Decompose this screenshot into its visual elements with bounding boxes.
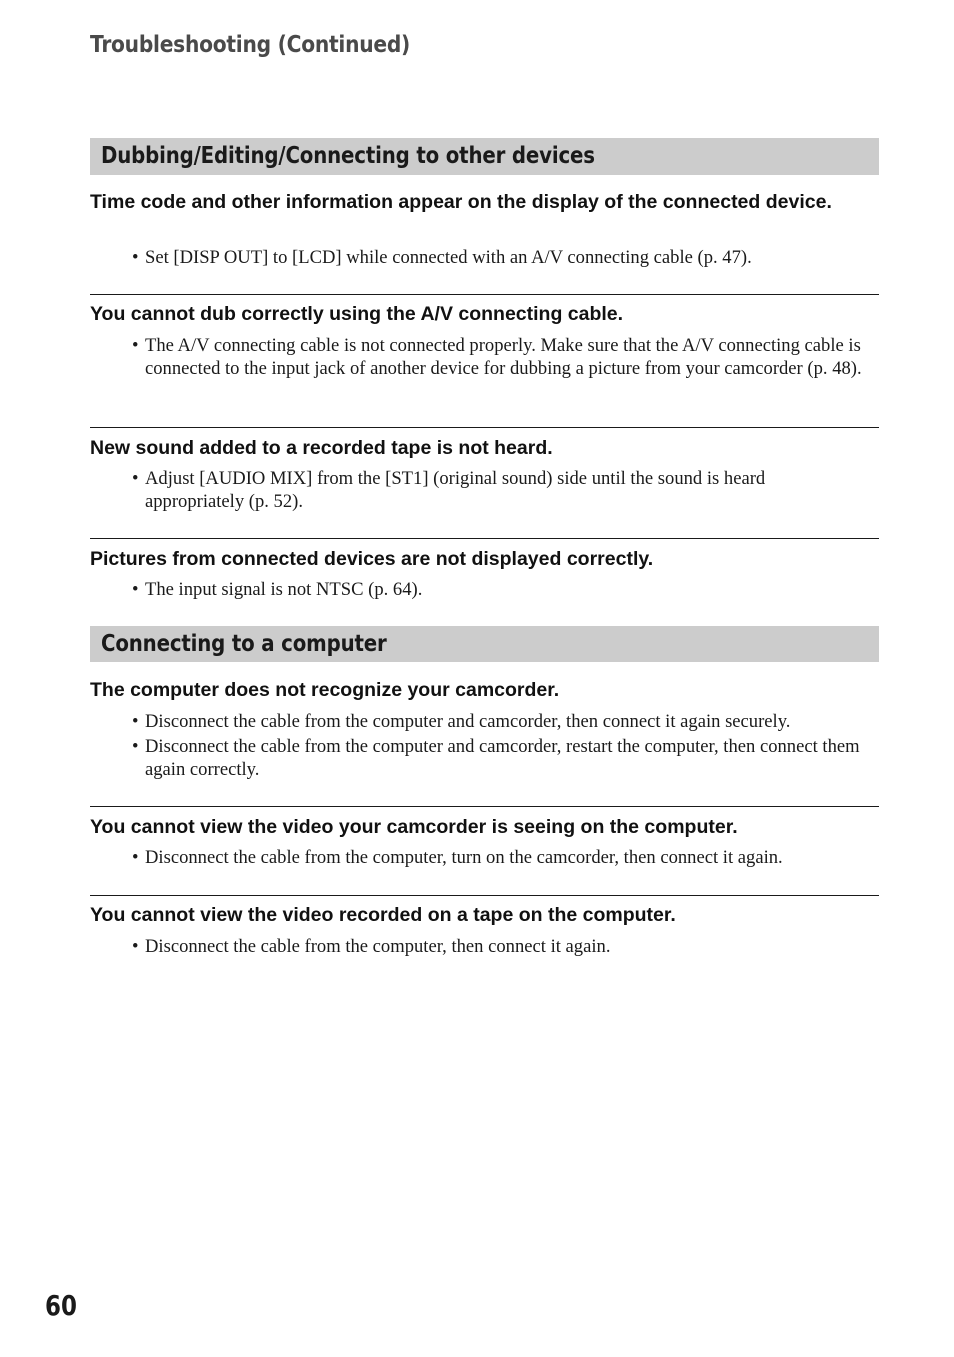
divider — [90, 294, 879, 295]
section-header-dubbing — [90, 138, 879, 175]
answer-text: Set [DISP OUT] to [LCD] while connected with an A/V connecting cable (p. 47). — [145, 247, 752, 268]
question-heading: The computer does not recognize your camcorder. — [90, 679, 560, 701]
question-heading: Pictures from connected devices are not displayed correctly. — [90, 548, 654, 570]
answer-text: Disconnect the cable from the computer, turn on the camcorder, then connect it again. — [145, 847, 783, 868]
answer-item — [132, 578, 867, 601]
answer-item — [132, 735, 867, 781]
answer-item — [132, 846, 867, 869]
answer-item — [132, 467, 867, 513]
answer-text: Disconnect the cable from the computer and camcorder, then connect it again securely. — [145, 711, 791, 732]
section-title: Dubbing/Editing/Connecting to other devices — [101, 143, 595, 169]
divider — [90, 538, 879, 539]
section-title: Connecting to a computer — [101, 631, 387, 657]
question-heading: New sound added to a recorded tape is not heard. — [90, 437, 553, 459]
bullet-glyph: • — [132, 468, 139, 489]
answer-item — [132, 935, 867, 958]
answer-text: Adjust [AUDIO MIX] from the [ST1] (original sound) side until the sound is heard appropriately (p. 52). — [145, 468, 766, 512]
section-header-computer — [90, 626, 879, 662]
answer-text: The A/V connecting cable is not connected properly. Make sure that the A/V connecting cable is connected to the input jack of another device for dubbing a picture from your camcorder (p. 48). — [145, 335, 862, 379]
bullet-glyph: • — [132, 711, 139, 732]
bullet-glyph: • — [132, 579, 139, 600]
question-heading: Time code and other information appear on the display of the connected device. — [90, 191, 832, 213]
answer-text: Disconnect the cable from the computer and camcorder, restart the computer, then connect them again correctly. — [145, 736, 860, 780]
divider — [90, 895, 879, 896]
question-heading: You cannot dub correctly using the A/V connecting cable. — [90, 303, 624, 325]
divider — [90, 427, 879, 428]
question-heading: You cannot view the video your camcorder is seeing on the computer. — [90, 816, 738, 838]
page-number: 60 — [45, 1289, 77, 1322]
running-head: Troubleshooting (Continued) — [90, 32, 411, 58]
answer-item — [132, 334, 867, 380]
bullet-glyph: • — [132, 736, 139, 757]
answer-text: The input signal is not NTSC (p. 64). — [145, 579, 423, 600]
answer-item — [132, 710, 867, 733]
answer-text: Disconnect the cable from the computer, then connect it again. — [145, 936, 611, 957]
bullet-glyph: • — [132, 847, 139, 868]
bullet-glyph: • — [132, 247, 139, 268]
bullet-glyph: • — [132, 936, 139, 957]
question-heading: You cannot view the video recorded on a tape on the computer. — [90, 904, 676, 926]
answer-item — [132, 246, 867, 269]
bullet-glyph: • — [132, 335, 139, 356]
divider — [90, 806, 879, 807]
